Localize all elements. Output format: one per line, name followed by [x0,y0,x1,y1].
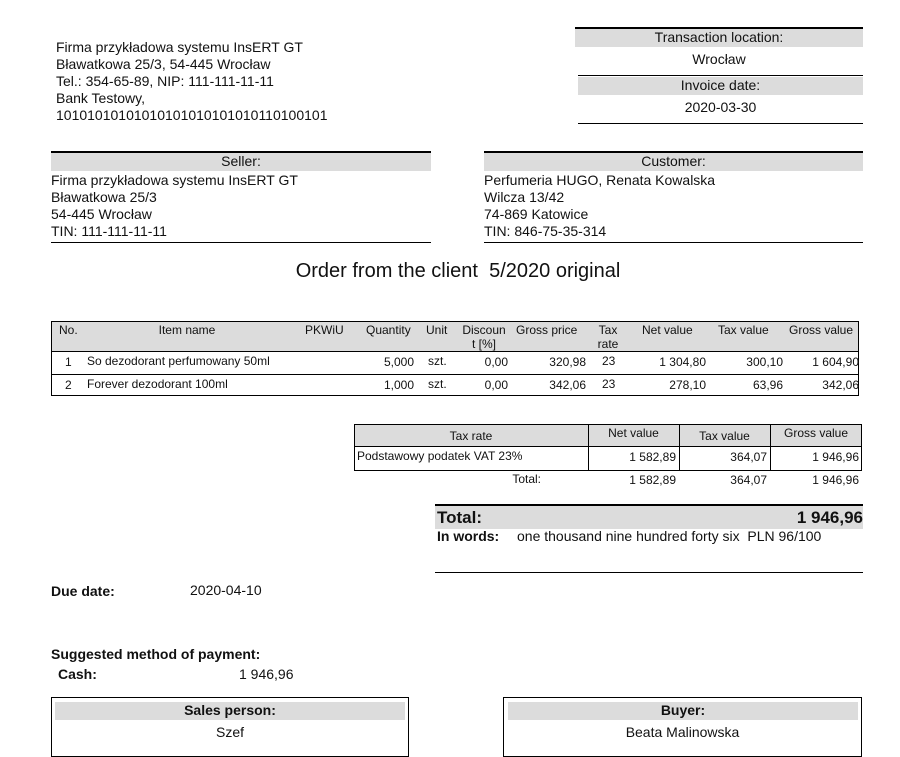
total-label: Total: [437,508,483,527]
col-header-tax-value: Tax value [718,323,769,337]
buyer-box [503,697,862,757]
sales-person-box [51,697,409,757]
customer-city: 74-869 Katowice [484,206,589,222]
sales-person-label: Sales person: [55,702,405,720]
col-header-item-name: Item name [158,323,216,337]
items-table: No. Item name PKWiU Quantity Unit Discoun t [%] Gross price Tax rate Net value Tax value Gross value 1 So dezodorant perfumowany 50ml 5,000 szt. 0,00 320,98 23 1 304,80 300,10 1 604,90 2 Forever dezodorant 100ml 1,000 szt. 0,00 342,06 23 278,10 63,96 342,06 [51,321,859,396]
col-header-no: No. [59,323,78,337]
vat-header-net-value: Net value [608,426,659,440]
issuer-block [56,39,327,124]
customer-name: Perfumeria HUGO, Renata Kowalska [484,172,716,188]
issuer-name: Firma przykładowa systemu InsERT GT [56,39,303,55]
seller-city: 54-445 Wrocław [51,206,152,222]
issuer-account: 10101010101010101010101010110100101 [56,107,328,123]
seller-street: Bławatkowa 25/3 [51,189,157,205]
col-header-discount: Discoun t [%] [462,323,506,351]
seller-tin: TIN: 111-111-11-11 [51,223,167,239]
sales-person-value: Szef [215,724,244,740]
buyer-label: Buyer: [508,702,858,720]
vat-header-tax-rate: Tax rate [449,429,493,443]
issuer-address: Bławatkowa 25/3, 54-445 Wrocław [56,56,271,72]
due-date-value: 2020-04-10 [190,582,262,598]
buyer-value: Beata Malinowska [625,724,740,740]
customer-street: Wilcza 13/42 [484,189,565,205]
customer-tin: TIN: 846-75-35-314 [484,223,607,239]
col-header-unit: Unit [426,323,448,337]
payment-method-label: Suggested method of payment: [51,646,261,662]
issuer-phone: Tel.: 354-65-89, NIP: 111-111-11-11 [56,73,274,89]
payment-cash-label: Cash: [58,666,97,682]
col-header-tax-rate: Tax rate [597,323,619,351]
col-header-net-value: Net value [642,323,693,337]
invoice-date-label: Invoice date: [578,77,863,95]
invoice-date-value: 2020-03-30 [684,99,757,115]
document-title: Order from the client 5/2020 original [295,260,621,282]
due-date-label: Due date: [51,583,115,599]
vat-total-label: Total: [512,472,541,486]
transaction-location-value: Wrocław [692,51,746,67]
customer-label: Customer: [484,153,863,171]
seller-label: Seller: [51,153,431,171]
issuer-bank: Bank Testowy, [56,90,145,106]
vat-header-gross-value: Gross value [783,426,849,440]
payment-cash-amount: 1 946,96 [239,666,294,682]
in-words-value: one thousand nine hundred forty six PLN 96/100 [517,528,822,544]
seller-name: Firma przykładowa systemu InsERT GT [51,172,298,188]
col-header-pkwiu: PKWiU [305,323,344,337]
total-value: 1 946,96 [796,508,863,527]
vat-header-tax-value: Tax value [699,429,750,443]
transaction-location-label: Transaction location: [575,29,863,47]
col-header-quantity: Quantity [366,323,411,337]
grand-total-block [435,504,863,576]
col-header-gross-value: Gross value [789,323,854,337]
vat-summary-table: Tax rate Net value Tax value Gross value Podstawowy podatek VAT 23% 1 582,89 364,07 1 946,96 Total: 1 582,89 364,07 1 946,96 [354,424,862,488]
col-header-gross-price: Gross price [516,323,578,337]
in-words-label: In words: [437,528,500,544]
